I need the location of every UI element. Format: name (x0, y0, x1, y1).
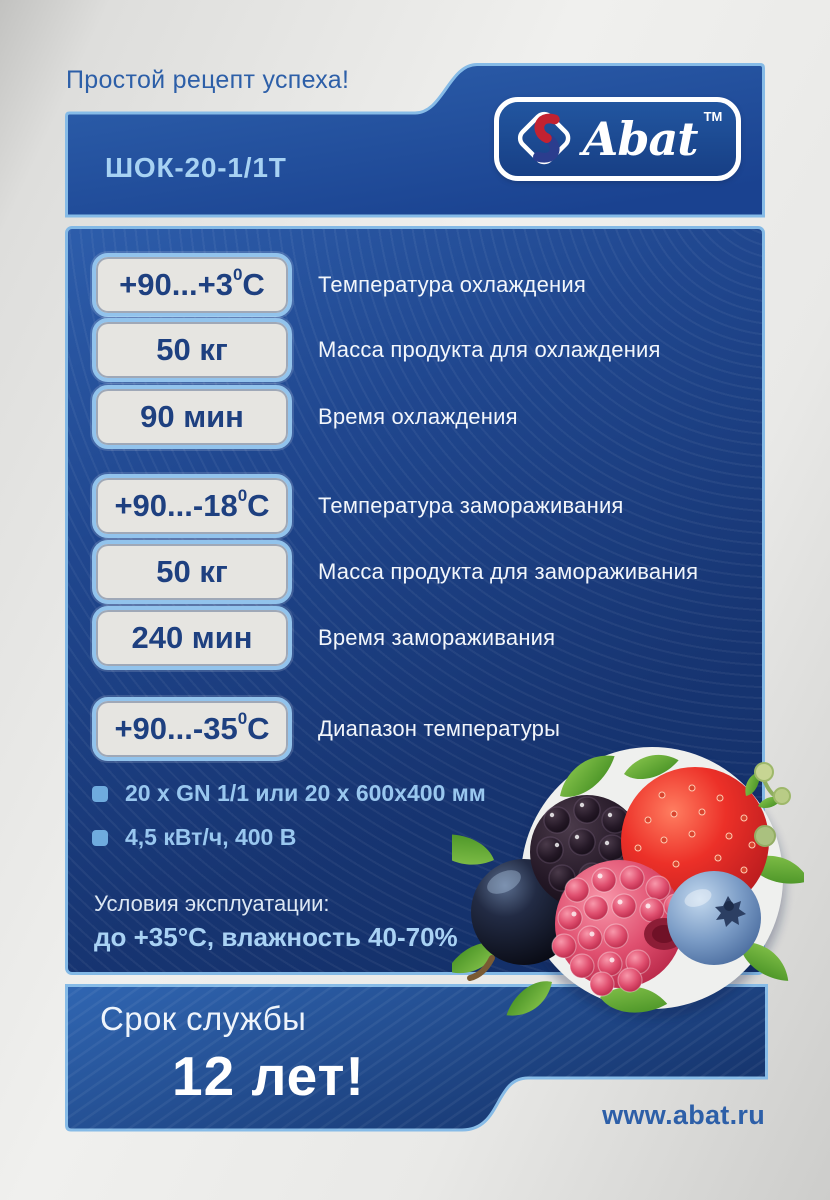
spec-value: +90...-18 (114, 488, 238, 523)
conditions-title: Условия эксплуатации: (94, 891, 330, 916)
model-name: ШОК-20-1/1Т (105, 152, 287, 183)
bullet-item (92, 824, 296, 851)
spec-value: +90...+3 (119, 267, 233, 302)
spec-label: Температура охлаждения (318, 272, 586, 297)
spec-label: Время замораживания (318, 625, 556, 650)
berries-image (452, 710, 804, 1028)
spec-value: 240 мин (131, 620, 253, 655)
abat-logo (494, 97, 741, 181)
spec-value-pill (92, 318, 292, 382)
spec-label: Масса продукта для замораживания (318, 559, 699, 584)
bullet-text: 4,5 кВт/ч, 400 В (125, 824, 297, 850)
spec-unit: C (247, 488, 270, 523)
square-bullet-icon (92, 830, 108, 846)
spec-unit: C (242, 267, 265, 302)
spec-value: +90...-35 (114, 711, 238, 746)
spec-value-pill: +90...-18 $^0$ C (92, 474, 292, 538)
brand-text: Abat (582, 112, 698, 166)
tagline: Простой рецепт успеха! (66, 66, 350, 94)
service-life-value: 12 лет! (172, 1045, 365, 1107)
trademark-label: TM (703, 109, 723, 124)
square-bullet-icon (92, 786, 108, 802)
operating-conditions (94, 891, 458, 953)
bullet-text: 20 х GN 1/1 или 20 х 600х400 мм (125, 780, 486, 806)
spec-label: Температура замораживания (318, 493, 624, 518)
spec-value-pill (92, 540, 292, 604)
spec-value-pill (92, 385, 292, 449)
spec-value-pill (92, 606, 292, 670)
spec-value: 90 мин (140, 399, 244, 434)
spec-value-pill: +90...+3 $^0$ C (92, 253, 292, 317)
spec-label: Время охлаждения (318, 404, 518, 429)
spec-value-pill: +90...-35 $^0$ C (92, 697, 292, 761)
abat-diamond-s-icon (513, 108, 577, 170)
spec-label: Масса продукта для охлаждения (318, 337, 661, 362)
bullet-item (92, 780, 486, 807)
service-life-label: Срок службы (100, 1000, 307, 1037)
spec-label: Диапазон температуры (318, 716, 561, 741)
spec-unit: C (247, 711, 270, 746)
spec-value: 50 кг (156, 554, 228, 589)
spec-value: 50 кг (156, 332, 228, 367)
conditions-value: до +35°С, влажность 40-70% (94, 922, 458, 952)
website-url: www.abat.ru (602, 1100, 765, 1130)
blueberry (667, 871, 761, 965)
